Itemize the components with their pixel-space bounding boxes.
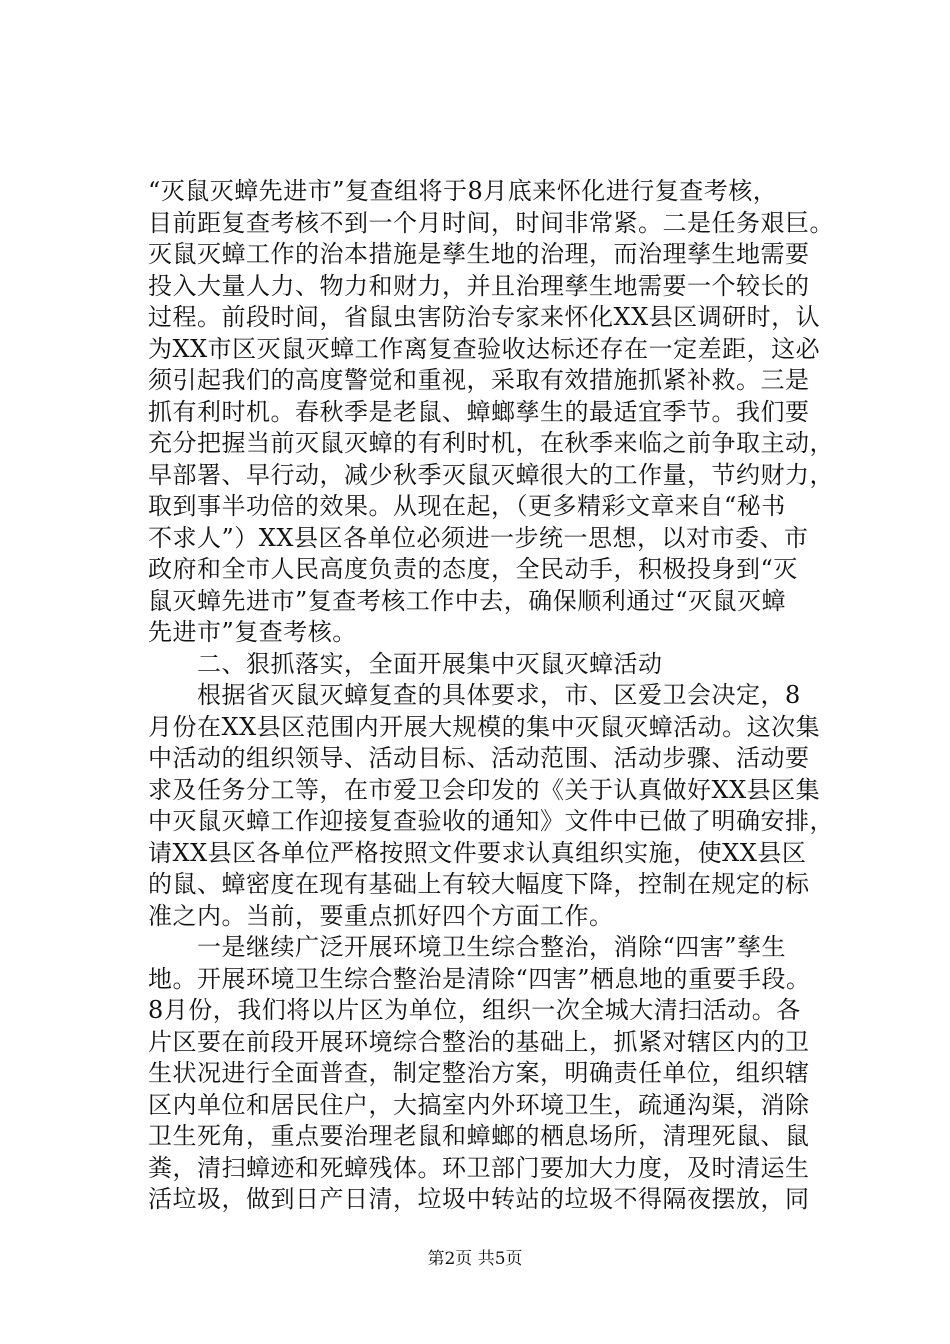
text-line: 片区要在前段开展环境综合整治的基础上，抓紧对辖区内的卫 (148, 1027, 810, 1056)
text-line: 粪，清扫蟑迹和死蟑残体。环卫部门要加大力度，及时清运生 (148, 1153, 810, 1182)
text-line: 月份在XX县区范围内开展大规模的集中灭鼠灭蟑活动。这次集 (148, 712, 821, 741)
text-line: 活垃圾，做到日产日清，垃圾中转站的垃圾不得隔夜摆放，同 (148, 1185, 810, 1213)
text-line: 为XX市区灭鼠灭蟑工作离复查验收达标还存在一定差距，这必 (148, 334, 821, 363)
text-line: 中活动的组织领导、活动目标、活动范围、活动步骤、活动要 (148, 744, 810, 772)
text-line: 8月份，我们将以片区为单位，组织一次全城大清扫活动。各 (148, 996, 801, 1024)
text-line: 中灭鼠灭蟑工作迎接复查验收的通知》文件中已做了明确安排， (148, 807, 834, 835)
text-line: 的鼠、蟑密度在现有基础上有较大幅度下降，控制在规定的标 (148, 870, 810, 898)
text-line: 灭鼠灭蟑工作的治本措施是孳生地的治理，而治理孳生地需要 (148, 240, 810, 268)
text-line: 须引起我们的高度警觉和重视，采取有效措施抓紧补救。三是 (148, 366, 810, 394)
text-line: 生状况进行全面普查，制定整治方案，明确责任单位，组织辖 (148, 1059, 810, 1087)
text-line: 根据省灭鼠灭蟑复查的具体要求，市、区爱卫会决定，8 (148, 681, 801, 709)
text-line: 目前距复查考核不到一个月时间，时间非常紧。二是任务艰巨。 (148, 208, 834, 237)
text-line: 投入大量人力、物力和财力，并且治理孳生地需要一个较长的 (148, 271, 810, 300)
text-line: 鼠灭蟑先进市”复查考核工作中去，确保顺利通过“灭鼠灭蟑 (148, 586, 787, 615)
text-line: 先进市”复查考核。 (148, 618, 357, 646)
text-line: “灭鼠灭蟑先进市”复查组将于8月底来怀化进行复查考核， (148, 177, 778, 205)
text-line: 二、狠抓落实，全面开展集中灭鼠灭蟑活动 (148, 649, 663, 678)
text-line: 早部署、早行动，减少秋季灭鼠灭蟑很大的工作量，节约财力， (148, 460, 834, 489)
text-line: 不求人”）XX县区各单位必须进一步统一思想，以对市委、市 (148, 523, 809, 552)
text-line: 政府和全市人民高度负责的态度，全民动手，积极投身到“灭 (148, 555, 798, 583)
text-line: 请XX县区各单位严格按照文件要求认真组织实施，使XX县区 (148, 838, 807, 867)
text-line: 抓有利时机。春秋季是老鼠、蟑螂孳生的最适宜季节。我们要 (148, 397, 810, 426)
text-line: 准之内。当前，要重点抓好四个方面工作。 (148, 901, 614, 930)
text-line: 求及任务分工等，在市爱卫会印发的《关于认真做好XX县区集 (148, 775, 821, 804)
text-line: 地。开展环境卫生综合整治是清除“四害”栖息地的重要手段。 (148, 964, 811, 993)
document-body (148, 176, 838, 1216)
text-line: 区内单位和居民住户，大搞室内外环境卫生，疏通沟渠，消除 (148, 1090, 810, 1119)
text-line: 充分把握当前灭鼠灭蟑的有利时机，在秋季来临之前争取主动， (148, 429, 834, 457)
text-line: 卫生死角，重点要治理老鼠和蟑螂的栖息场所，清理死鼠、鼠 (148, 1122, 810, 1150)
text-line: 取到事半功倍的效果。从现在起，（更多精彩文章来自“秘书 (148, 492, 786, 520)
page-footer: 第2页 共5页 (427, 1249, 523, 1269)
text-line: 过程。前段时间，省鼠虫害防治专家来怀化XX县区调研时，认 (148, 303, 821, 331)
text-line: 一是继续广泛开展环境卫生综合整治，消除“四害”孳生 (148, 933, 787, 961)
